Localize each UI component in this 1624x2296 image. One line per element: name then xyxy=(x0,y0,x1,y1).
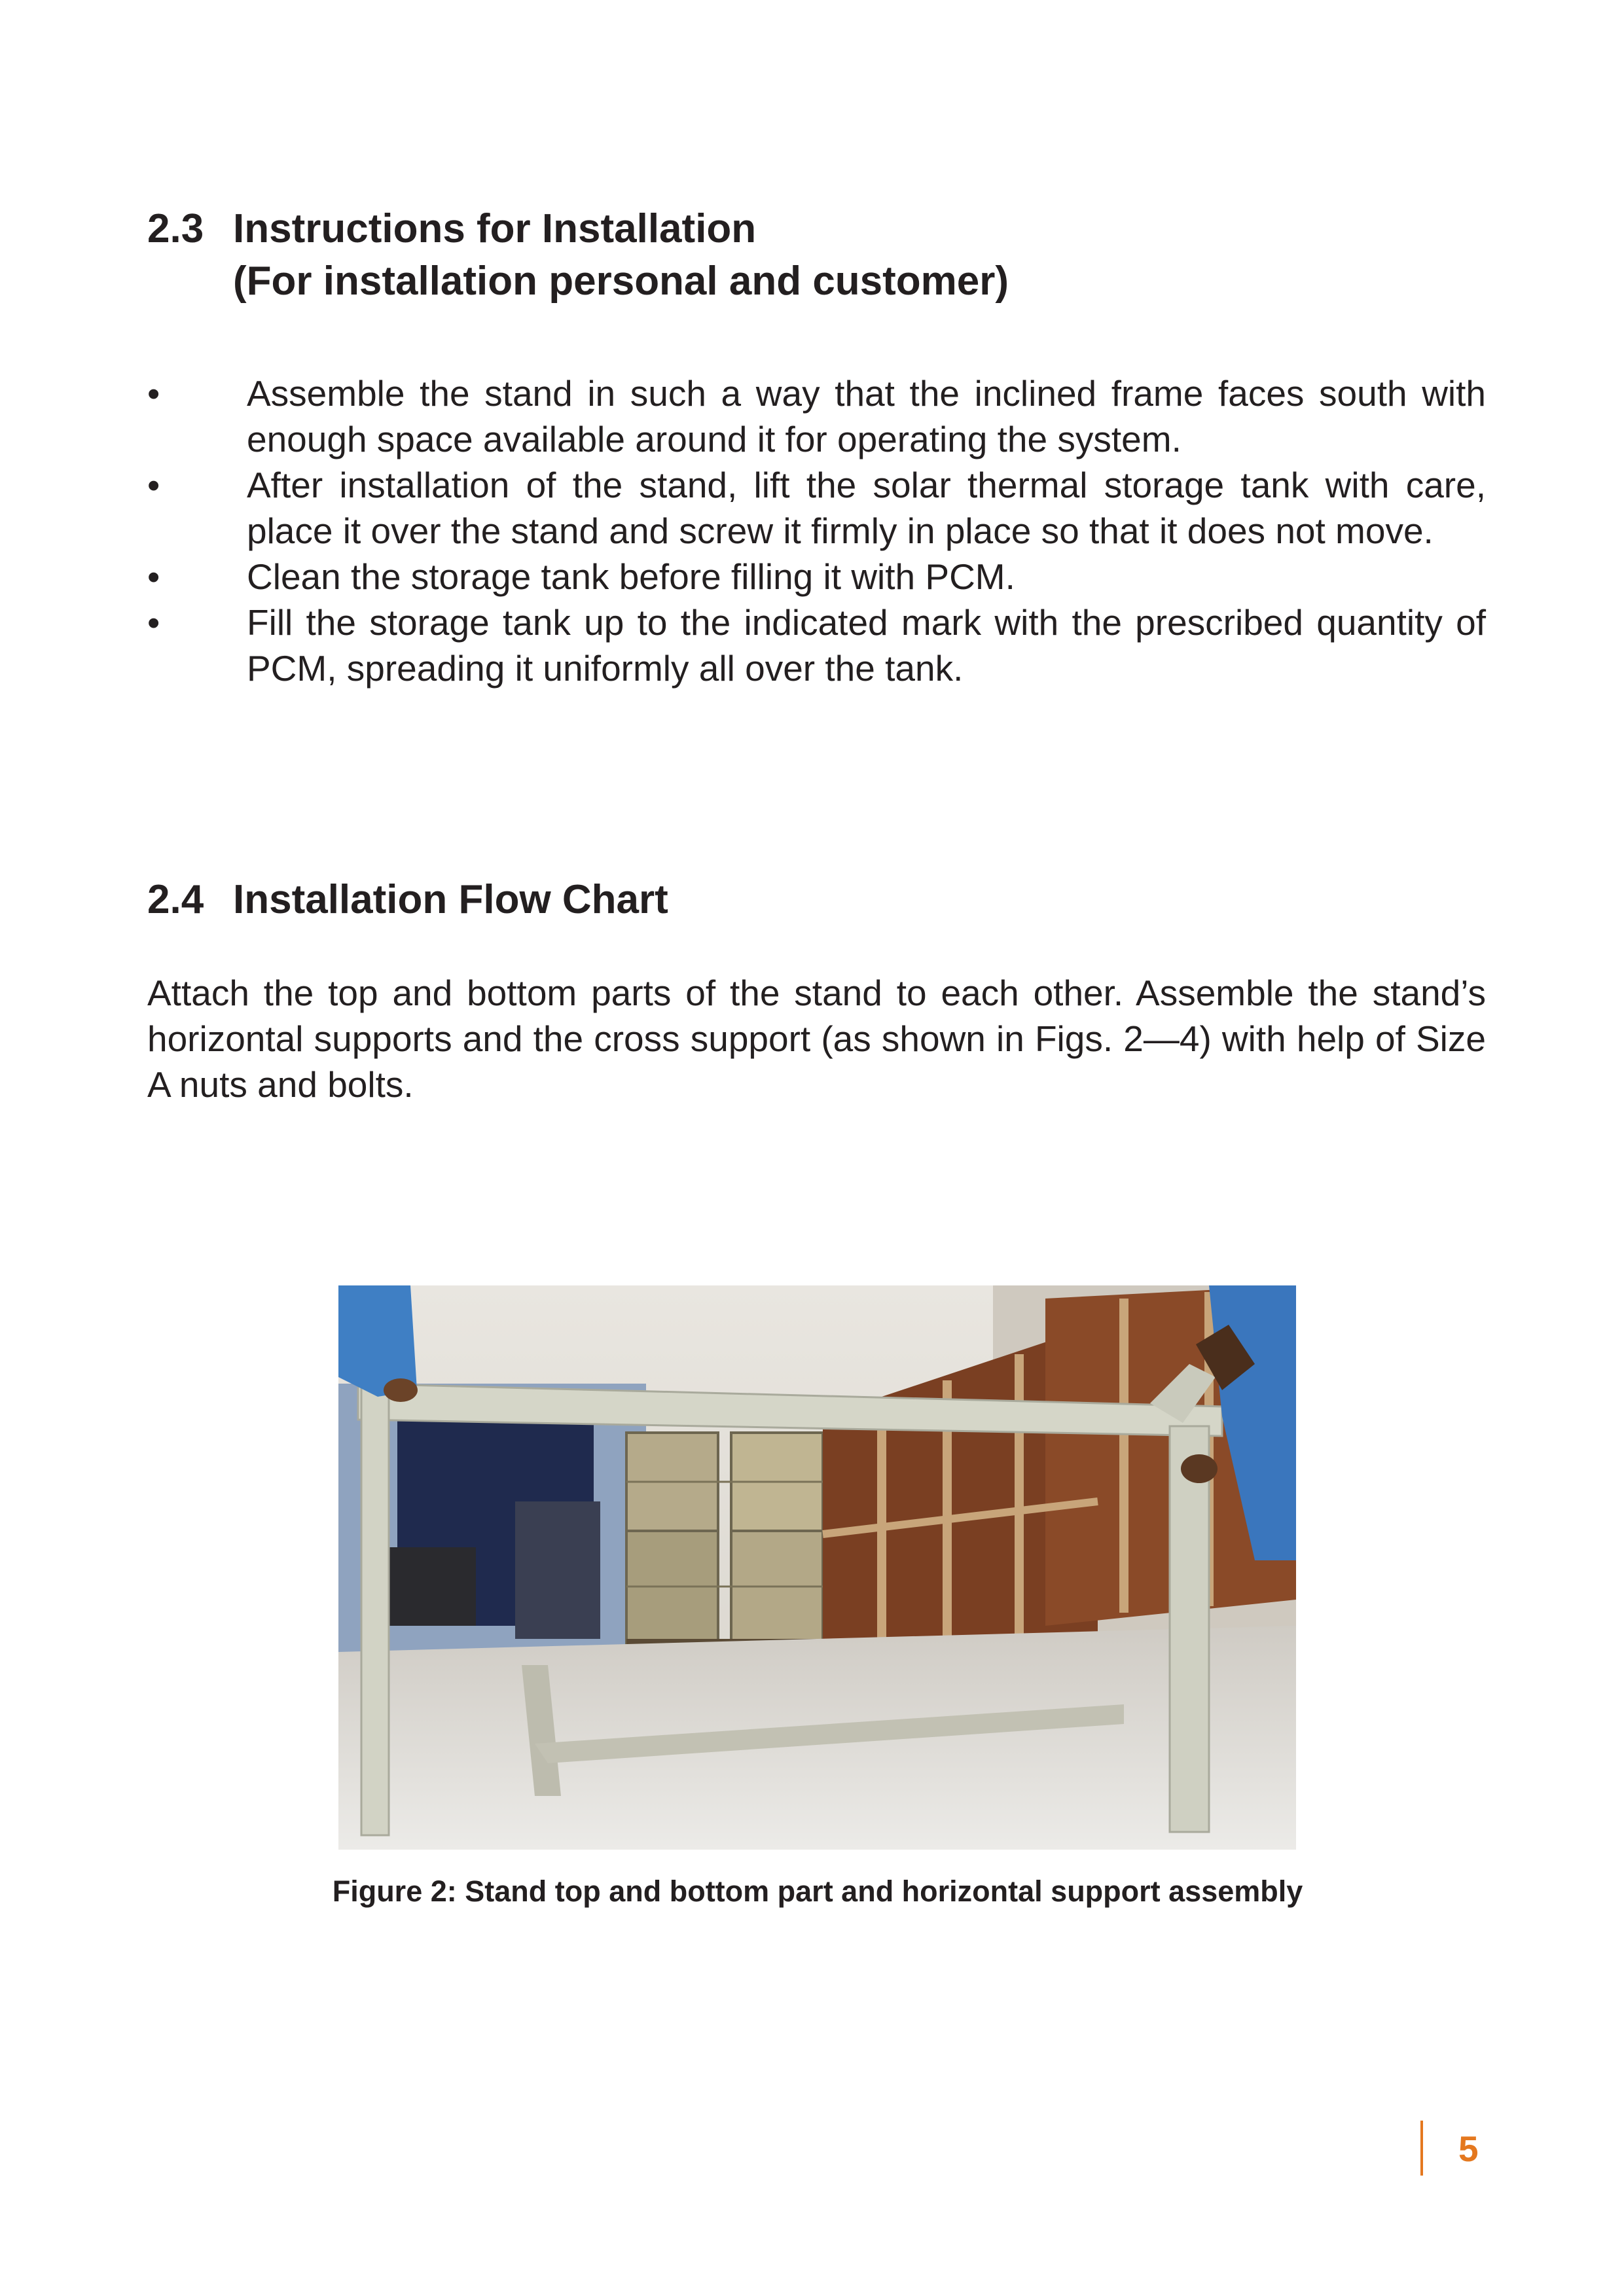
section-title: Instructions for Installation xyxy=(233,206,757,251)
bullet-icon: • xyxy=(147,556,160,597)
list-item xyxy=(147,370,1486,462)
figure-photo-stand-assembly xyxy=(338,1285,1296,1850)
list-item xyxy=(147,600,1486,691)
bullet-icon: • xyxy=(147,602,160,643)
page-number-divider xyxy=(1420,2121,1423,2176)
installation-instructions-list xyxy=(147,370,1486,691)
section-number: 2.3 xyxy=(147,206,204,251)
list-item-text: Clean the storage tank before filling it with PCM. xyxy=(247,556,1015,597)
bullet-icon: • xyxy=(147,373,160,414)
list-item-text: Fill the storage tank up to the indicated mark with the prescribed quantity of PCM, spreading it uniformly all over the tank. xyxy=(247,602,1486,689)
section-title: Installation Flow Chart xyxy=(233,877,668,922)
list-item xyxy=(147,554,1486,600)
page-number: 5 xyxy=(1458,2128,1479,2169)
figure-caption: Figure 2: Stand top and bottom part and horizontal support assembly xyxy=(332,1874,1303,1908)
list-item-text: After installation of the stand, lift the solar thermal storage tank with care, place it over the stand and screw it firmly in place so that it does not move. xyxy=(247,465,1486,551)
section-number: 2.4 xyxy=(147,877,204,922)
body-paragraph: Attach the top and bottom parts of the stand to each other. Assemble the stand’s horizontal supports and the cross support (as shown in Figs. 2—4) with help of Size A nuts and bolts. xyxy=(147,973,1486,1105)
section-subtitle: (For installation personal and customer) xyxy=(233,259,1009,304)
section-heading-2-4 xyxy=(147,874,668,926)
bullet-icon: • xyxy=(147,465,160,505)
list-item-text: Assemble the stand in such a way that the inclined frame faces south with enough space available around it for operating the system. xyxy=(247,373,1486,459)
section-heading-2-3 xyxy=(147,203,756,255)
photo-illustration xyxy=(338,1285,1296,1850)
list-item xyxy=(147,462,1486,554)
